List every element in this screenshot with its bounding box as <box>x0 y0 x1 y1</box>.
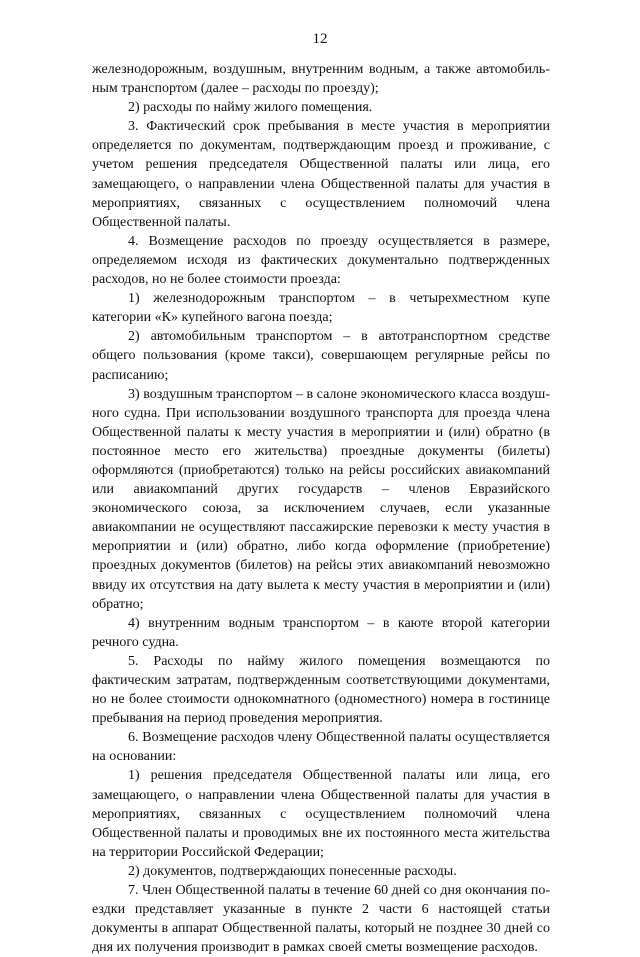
paragraph-housing-expenses-item: 2) расходы по найму жилого помещения. <box>128 100 373 116</box>
paragraph-documents-basis: 2) документов, подтверждающих понесенные расходы. <box>128 863 457 879</box>
paragraph-clause-5: 5. Расходы по найму жилого помещения возмещаются по фактическим затратам, подтвержденным соответствующими документами, но не более стоимости однокомнатного (одноместного) номера в гостинице пребывания на период проведения мероприятия. <box>92 653 550 727</box>
paragraph-clause-7: 7. Член Общественной палаты в течение 60 дней со дня окончания поездки представляет указанные в пункте 2 части 6 настоящей статьи документы в аппарат Общественной палаты, который не позднее 30 дней со дня их получения производит в рамках своей сметы возмещение расходов. <box>92 883 550 956</box>
paragraph-rail-transport: 1) железнодорожным транспортом – в четырехместном купе категории «К» купейного вагона поезда; <box>92 291 550 326</box>
paragraph-decision-basis: 1) решения председателя Общественной палаты или лица, его замещающего, о направлении члена Общественной палаты для участия в мероприятиях, связанных с осуществлением полномочий члена Общественной палаты и проводимых вне их постоянного места жительства на территории Российской Федерации; <box>92 768 550 860</box>
paragraph-water-transport: 4) внутренним водным транспортом – в каюте второй категории речного судна. <box>92 615 550 650</box>
paragraph-continuation: железнодорожным, воздушным, внутренним водным, а также автомобильным транспортом (далее – расходы по проезду); <box>92 62 550 97</box>
paragraph-clause-4: 4. Возмещение расходов по проезду осуществляется в размере, определяемом исходя из фактических документально подтвержденных расходов, но не более стоимости проезда: <box>92 233 550 288</box>
page-number: 12 <box>312 31 328 47</box>
paragraph-clause-6: 6. Возмещение расходов члену Общественной палаты осуществляется на основании: <box>92 730 550 765</box>
document-body <box>92 60 550 957</box>
paragraph-road-transport: 2) автомобильным транспортом – в автотранспортном средстве общего пользования (кроме такси), совершающем регулярные рейсы по расписанию; <box>92 329 550 383</box>
paragraph-air-transport: 3) воздушным транспортом – в салоне экономического класса воздушного судна. При использовании воздушного транспорта для проезда члена Общественной палаты к месту участия в мероприятии и (или) обратно (в постоянное место его жительства) проездные документы (билеты) оформляются (приобретаются) только на рейсы российских авиакомпаний или авиакомпаний других государств – членов Евразийского экономического союза, за исключением случаев, если указанные авиакомпании не осуществляют пассажирские перевозки к месту участия в мероприятии и (или) обратно, либо когда оформление (приобретение) проездных документов (билетов) на рейсы этих авиакомпаний невозможно ввиду их отсутствия на дату вылета к месту участия в мероприятии и (или) обратно; <box>92 386 550 612</box>
paragraph-clause-3: 3. Фактический срок пребывания в месте участия в мероприятии определяется по документам, подтверждающим проезд и проживание, с учетом решения председателя Общественной палаты или лица, его замещающего, о направлении члена Общественной палаты для участия в мероприятиях, связанных с осуществлением полномочий члена Общественной палаты. <box>92 119 550 230</box>
